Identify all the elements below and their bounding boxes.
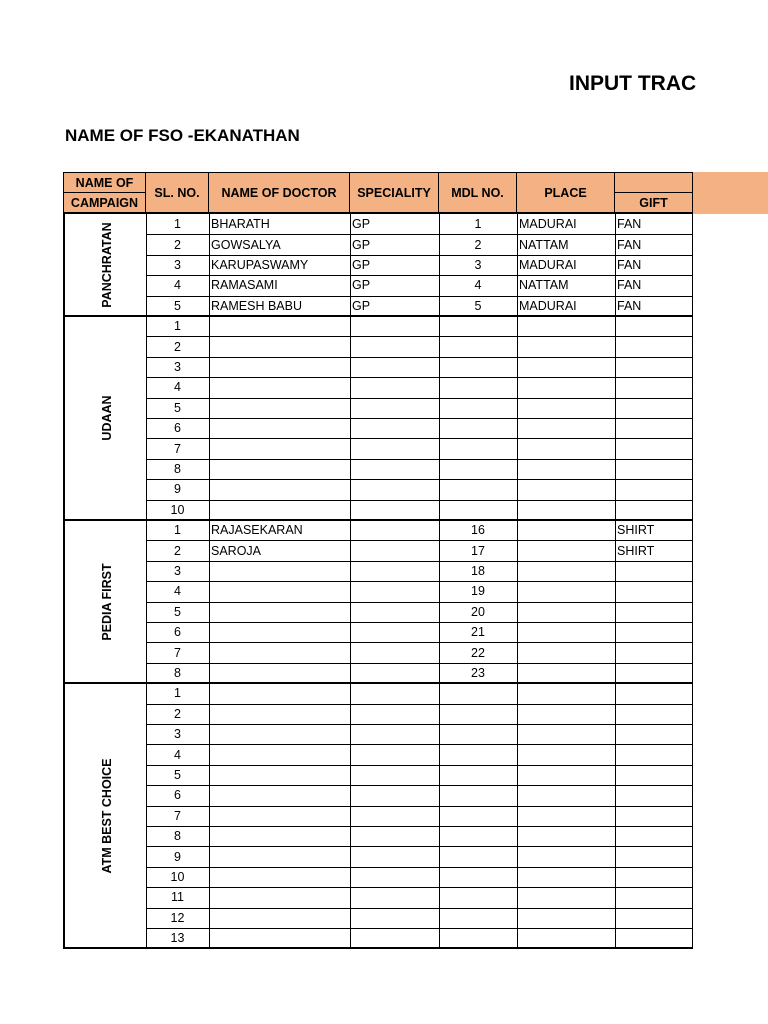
gift-cell: [615, 459, 693, 479]
mdl-no-cell: 4: [474, 278, 482, 293]
gift-cell: FAN: [617, 298, 642, 313]
header-gift: GIFT: [614, 192, 693, 213]
doctor-name-cell: RAMASAMI: [211, 278, 278, 293]
mdl-no-cell: [439, 357, 517, 377]
speciality-cell: GP: [352, 278, 371, 293]
place-cell: NATTAM: [519, 237, 569, 252]
speciality-cell: [350, 377, 439, 397]
place-cell: [517, 928, 615, 948]
mdl-no-cell: [439, 846, 517, 866]
speciality-cell: [350, 500, 439, 520]
gift-cell: [615, 377, 693, 397]
doctor-name-cell: [209, 500, 350, 520]
campaign-name-label: PANCHRATAN: [99, 222, 114, 308]
doctor-name-cell: [209, 867, 350, 887]
place-cell: [517, 459, 615, 479]
place-cell: [517, 581, 615, 601]
speciality-cell: [350, 438, 439, 458]
speciality-cell: GP: [352, 237, 371, 252]
place-cell: MADURAI: [519, 217, 577, 232]
speciality-cell: [350, 642, 439, 662]
sl-no-cell: 6: [174, 788, 181, 803]
mdl-no-cell: [439, 336, 517, 356]
gift-cell: [615, 561, 693, 581]
header-campaign-line2: CAMPAIGN: [63, 192, 146, 213]
sl-no-cell: 10: [170, 869, 185, 884]
doctor-name-cell: [209, 418, 350, 438]
gift-cell: SHIRT: [617, 543, 655, 558]
mdl-no-cell: 19: [471, 584, 485, 599]
sl-no-cell: 4: [174, 380, 181, 395]
mdl-no-cell: 1: [474, 217, 482, 232]
campaign-name-label: ATM BEST CHOICE: [99, 758, 114, 874]
speciality-cell: [350, 459, 439, 479]
mdl-no-cell: 16: [471, 523, 485, 538]
column-border: [439, 214, 440, 949]
sl-no-cell: 7: [174, 441, 181, 456]
place-cell: [517, 520, 615, 540]
gift-cell: [615, 724, 693, 744]
place-cell: [517, 867, 615, 887]
gift-cell: [615, 846, 693, 866]
gift-cell: [615, 642, 693, 662]
mdl-no-cell: [439, 867, 517, 887]
gift-cell: [615, 867, 693, 887]
sl-no-cell: 8: [174, 461, 181, 476]
sl-no-cell: 6: [174, 421, 181, 436]
sl-no-cell: 7: [174, 808, 181, 823]
mdl-no-cell: [439, 744, 517, 764]
place-cell: [517, 683, 615, 703]
gift-cell: [615, 398, 693, 418]
campaign-name-label: PEDIA FIRST: [99, 562, 114, 641]
doctor-name-cell: [209, 377, 350, 397]
sl-no-cell: 6: [174, 625, 181, 640]
header-fill-overhang: [693, 172, 768, 214]
speciality-cell: GP: [352, 257, 371, 272]
column-border: [350, 214, 351, 949]
mdl-no-cell: 18: [471, 563, 485, 578]
mdl-no-cell: [439, 826, 517, 846]
gift-cell: FAN: [617, 278, 642, 293]
speciality-cell: [350, 316, 439, 336]
header-place: PLACE: [516, 172, 615, 213]
column-border: [209, 214, 210, 949]
speciality-cell: [350, 622, 439, 642]
mdl-no-cell: [439, 806, 517, 826]
place-cell: [517, 398, 615, 418]
speciality-cell: [350, 540, 439, 560]
speciality-cell: [350, 683, 439, 703]
doctor-name-cell: [209, 561, 350, 581]
sl-no-cell: 3: [174, 359, 181, 374]
sl-no-cell: 1: [174, 523, 181, 538]
sl-no-cell: 9: [174, 849, 181, 864]
place-cell: [517, 561, 615, 581]
place-cell: [517, 418, 615, 438]
sl-no-cell: 11: [171, 890, 184, 905]
column-border: [615, 214, 616, 949]
mdl-no-cell: 23: [471, 665, 485, 680]
doctor-name-cell: [209, 357, 350, 377]
doctor-name-cell: BHARATH: [211, 217, 270, 232]
gift-cell: [615, 683, 693, 703]
mdl-no-cell: [439, 316, 517, 336]
campaign-separator: [63, 947, 693, 949]
mdl-no-cell: [439, 418, 517, 438]
sl-no-cell: 3: [174, 563, 181, 578]
place-cell: MADURAI: [519, 257, 577, 272]
mdl-no-cell: 20: [471, 604, 485, 619]
speciality-cell: GP: [352, 217, 371, 232]
doctor-name-cell: [209, 908, 350, 928]
column-border: [517, 214, 518, 949]
place-cell: [517, 316, 615, 336]
mdl-no-cell: [439, 438, 517, 458]
place-cell: [517, 336, 615, 356]
doctor-name-cell: [209, 398, 350, 418]
header-doctor-name: NAME OF DOCTOR: [208, 172, 350, 213]
sl-no-cell: 4: [174, 747, 181, 762]
place-cell: [517, 642, 615, 662]
header-speciality: SPECIALITY: [349, 172, 439, 213]
header-mdl-no: MDL NO.: [438, 172, 517, 213]
speciality-cell: [350, 357, 439, 377]
speciality-cell: [350, 928, 439, 948]
mdl-no-cell: [439, 765, 517, 785]
sl-no-cell: 1: [174, 319, 181, 334]
sl-no-cell: 5: [174, 767, 181, 782]
gift-cell: [615, 887, 693, 907]
speciality-cell: [350, 785, 439, 805]
mdl-no-cell: [439, 908, 517, 928]
place-cell: [517, 540, 615, 560]
place-cell: [517, 438, 615, 458]
speciality-cell: [350, 581, 439, 601]
doctor-name-cell: [209, 724, 350, 744]
header-campaign-line1: NAME OF: [63, 172, 146, 193]
gift-cell: [615, 438, 693, 458]
doctor-name-cell: [209, 438, 350, 458]
mdl-no-cell: [439, 704, 517, 724]
speciality-cell: [350, 602, 439, 622]
doctor-name-cell: GOWSALYA: [211, 237, 281, 252]
gift-cell: [615, 500, 693, 520]
sl-no-cell: 2: [174, 706, 181, 721]
speciality-cell: [350, 867, 439, 887]
mdl-no-cell: 22: [471, 645, 485, 660]
doctor-name-cell: SAROJA: [211, 543, 262, 558]
sl-no-cell: 7: [174, 645, 181, 660]
doctor-name-cell: [209, 479, 350, 499]
sl-no-cell: 1: [174, 217, 181, 232]
sl-no-cell: 8: [174, 665, 181, 680]
mdl-no-cell: 21: [471, 625, 485, 640]
speciality-cell: [350, 806, 439, 826]
mdl-no-cell: [439, 377, 517, 397]
doctor-name-cell: [209, 806, 350, 826]
doctor-name-cell: [209, 642, 350, 662]
campaign-name-label: UDAAN: [99, 395, 114, 441]
mdl-no-cell: [439, 500, 517, 520]
place-cell: [517, 826, 615, 846]
sl-no-cell: 8: [174, 829, 181, 844]
sl-no-cell: 2: [174, 339, 181, 354]
mdl-no-cell: [439, 887, 517, 907]
place-cell: NATTAM: [519, 278, 569, 293]
sl-no-cell: 13: [170, 931, 185, 946]
speciality-cell: [350, 744, 439, 764]
mdl-no-cell: 17: [471, 543, 485, 558]
doctor-name-cell: [209, 622, 350, 642]
place-cell: [517, 908, 615, 928]
speciality-cell: [350, 561, 439, 581]
doctor-name-cell: KARUPASWAMY: [211, 257, 309, 272]
mdl-no-cell: 5: [474, 298, 482, 313]
gift-cell: [615, 602, 693, 622]
document-title: INPUT TRAC: [569, 72, 697, 95]
speciality-cell: [350, 846, 439, 866]
gift-cell: [615, 928, 693, 948]
speciality-cell: [350, 398, 439, 418]
speciality-cell: [350, 520, 439, 540]
doctor-name-cell: [209, 316, 350, 336]
gift-cell: [615, 418, 693, 438]
place-cell: [517, 704, 615, 724]
mdl-no-cell: [439, 683, 517, 703]
sl-no-cell: 4: [174, 584, 181, 599]
gift-cell: [615, 785, 693, 805]
place-cell: [517, 602, 615, 622]
header-gift-top: [614, 172, 693, 193]
sl-no-cell: 4: [174, 278, 181, 293]
gift-cell: [615, 622, 693, 642]
gift-cell: FAN: [617, 237, 642, 252]
gift-cell: [615, 336, 693, 356]
place-cell: [517, 500, 615, 520]
doctor-name-cell: [209, 336, 350, 356]
gift-cell: [615, 663, 693, 683]
speciality-cell: [350, 663, 439, 683]
doctor-name-cell: [209, 785, 350, 805]
mdl-no-cell: 2: [474, 237, 482, 252]
speciality-cell: [350, 724, 439, 744]
header-sl-no: SL. NO.: [145, 172, 209, 213]
place-cell: [517, 887, 615, 907]
gift-cell: FAN: [617, 217, 642, 232]
mdl-no-cell: [439, 724, 517, 744]
doctor-name-cell: [209, 887, 350, 907]
sl-no-cell: 1: [174, 686, 181, 701]
header-bottom-border: [63, 213, 693, 214]
table-right-border: [692, 214, 693, 949]
doctor-name-cell: [209, 581, 350, 601]
speciality-cell: [350, 704, 439, 724]
speciality-cell: [350, 336, 439, 356]
mdl-no-cell: [439, 459, 517, 479]
place-cell: [517, 744, 615, 764]
sl-no-cell: 10: [170, 502, 185, 517]
column-border: [146, 214, 147, 949]
doctor-name-cell: [209, 704, 350, 724]
speciality-cell: [350, 418, 439, 438]
place-cell: [517, 357, 615, 377]
place-cell: [517, 806, 615, 826]
mdl-no-cell: [439, 398, 517, 418]
gift-cell: [615, 908, 693, 928]
place-cell: [517, 622, 615, 642]
gift-cell: [615, 357, 693, 377]
gift-cell: [615, 581, 693, 601]
fso-name-heading: NAME OF FSO -EKANATHAN: [65, 126, 300, 145]
mdl-no-cell: [439, 928, 517, 948]
doctor-name-cell: [209, 683, 350, 703]
sl-no-cell: 3: [174, 727, 181, 742]
gift-cell: FAN: [617, 257, 642, 272]
doctor-name-cell: RAMESH BABU: [211, 298, 302, 313]
place-cell: [517, 765, 615, 785]
sl-no-cell: 5: [174, 298, 181, 313]
place-cell: [517, 724, 615, 744]
place-cell: [517, 846, 615, 866]
table-left-border: [63, 214, 65, 949]
sl-no-cell: 3: [174, 257, 181, 272]
gift-cell: SHIRT: [617, 523, 655, 538]
speciality-cell: [350, 887, 439, 907]
sl-no-cell: 12: [170, 910, 185, 925]
gift-cell: [615, 704, 693, 724]
doctor-name-cell: [209, 826, 350, 846]
gift-cell: [615, 765, 693, 785]
doctor-name-cell: [209, 663, 350, 683]
doctor-name-cell: [209, 602, 350, 622]
sl-no-cell: 5: [174, 604, 181, 619]
sl-no-cell: 2: [174, 237, 181, 252]
gift-cell: [615, 826, 693, 846]
place-cell: [517, 479, 615, 499]
doctor-name-cell: [209, 744, 350, 764]
place-cell: [517, 377, 615, 397]
gift-cell: [615, 316, 693, 336]
sl-no-cell: 5: [174, 400, 181, 415]
doctor-name-cell: [209, 928, 350, 948]
place-cell: [517, 785, 615, 805]
gift-cell: [615, 479, 693, 499]
gift-cell: [615, 806, 693, 826]
place-cell: MADURAI: [519, 298, 577, 313]
speciality-cell: GP: [352, 298, 371, 313]
mdl-no-cell: [439, 785, 517, 805]
speciality-cell: [350, 826, 439, 846]
sl-no-cell: 2: [174, 543, 181, 558]
doctor-name-cell: [209, 459, 350, 479]
speciality-cell: [350, 765, 439, 785]
speciality-cell: [350, 479, 439, 499]
mdl-no-cell: [439, 479, 517, 499]
speciality-cell: [350, 908, 439, 928]
doctor-name-cell: [209, 846, 350, 866]
doctor-name-cell: [209, 765, 350, 785]
sl-no-cell: 9: [174, 482, 181, 497]
doctor-name-cell: RAJASEKARAN: [211, 523, 303, 538]
gift-cell: [615, 744, 693, 764]
place-cell: [517, 663, 615, 683]
mdl-no-cell: 3: [474, 257, 482, 272]
